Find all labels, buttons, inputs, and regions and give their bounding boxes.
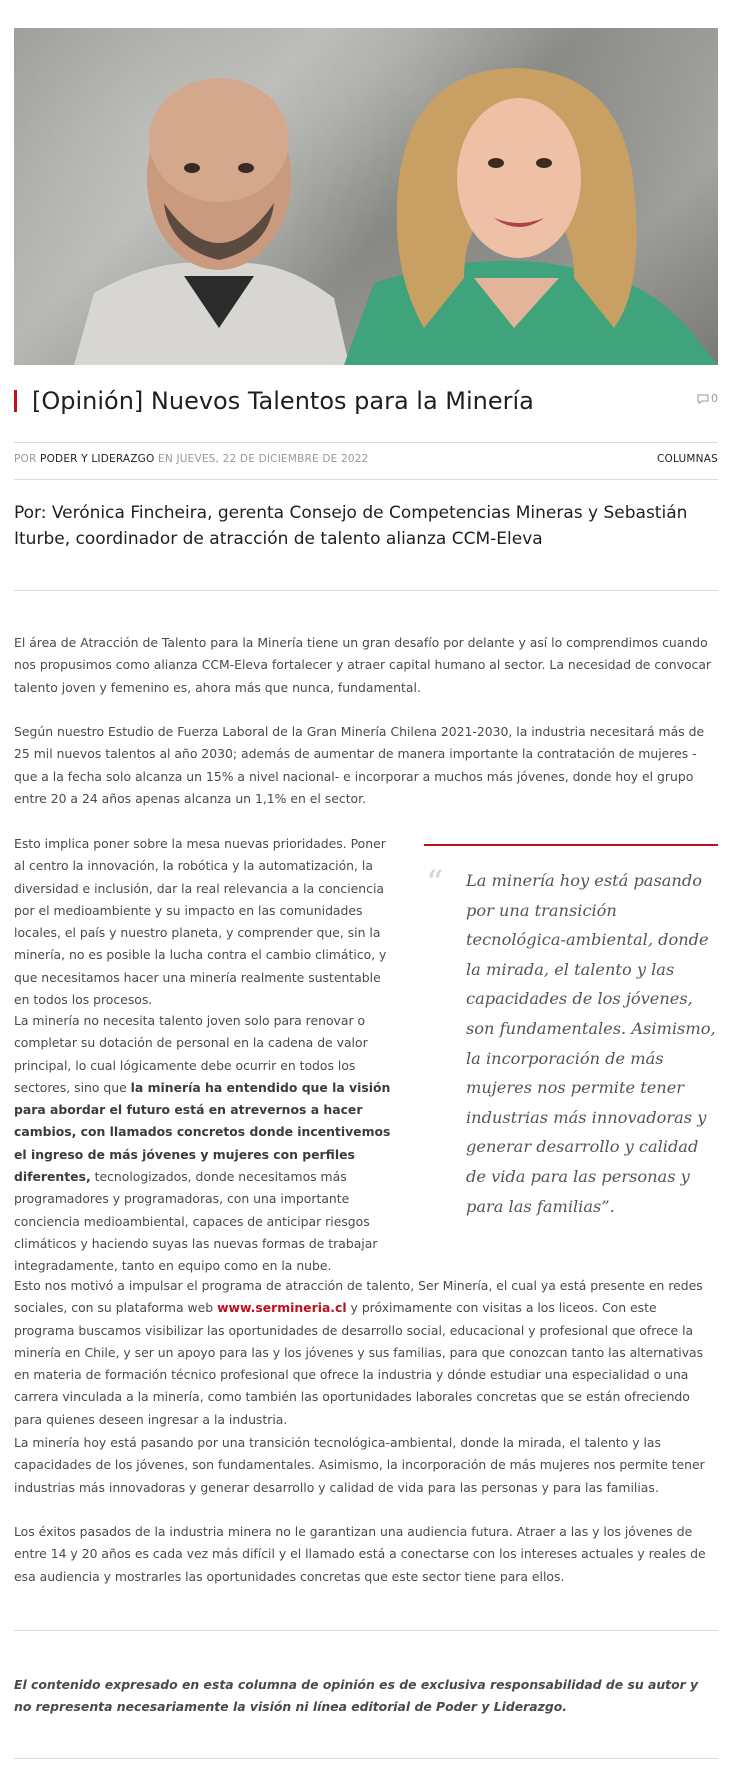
title-accent-bar <box>14 390 17 412</box>
divider-meta <box>14 479 718 480</box>
hero-photo-figures <box>14 28 718 365</box>
divider-top <box>14 442 718 443</box>
paragraph-5 <box>14 1275 718 1431</box>
paragraph-3: Esto implica poner sobre la mesa nuevas prioridades. Poner al centro la innovación, la robótica y la automatización, la diversidad e inclusión, dar la real relevancia a la conciencia por el medioambiente y su impacto en las comunidades locales, el país y nuestro planeta, y comprender que, sin la minería, no es posible la lucha contra el cambio climático, y que necesitamos hacer una minería realmente sustentable en todos los procesos. <box>14 836 387 1008</box>
meta-by-prefix: POR <box>14 453 37 465</box>
paragraph-7: Los éxitos pasados de la industria minera no le garantizan una audiencia futura. Atraer a las y los jóvenes de entre 14 y 20 años es cada vez más difícil y el llamado está a conectarse con los intereses actuales y reales de esa audiencia y mostrarles las oportunidades concretas que este sector tiene para ellos. <box>14 1524 706 1584</box>
divider-disclaimer <box>14 1630 718 1631</box>
paragraph-4-text-b: tecnologizados, donde necesitamos más programadores y programadoras, con una importante conciencia medioambiental, capaces de anticipar riesgos climáticos y haciendo suyas las nuevas formas de trabajar integradamente, tanto en equipo como en la nube. <box>14 1169 378 1274</box>
divider-bottom <box>14 1758 718 1759</box>
paragraph-6: La minería hoy está pasando por una transición tecnológica-ambiental, donde la mirada, el talento y las capacidades de los jóvenes, son fundamentales. Asimismo, la incorporación de más mujeres nos permite tener industrias más innovadoras y generar desarrollo y calidad de vida para las personas y para las familias. <box>14 1435 705 1495</box>
paragraph-5-text-a: Esto nos motivó a impulsar el programa de atracción de talento, Ser Minería, el cual ya está presente en redes sociales, con su plataforma web <box>14 1278 703 1316</box>
divider-byline <box>14 590 718 591</box>
pull-quote <box>424 844 718 1216</box>
sermineria-link[interactable]: www.sermineria.cl <box>217 1300 347 1316</box>
comments-link[interactable] <box>697 392 718 405</box>
opinion-disclaimer: El contenido expresado en esta columna de opinión es de exclusiva responsabilidad de su autor y no representa necesariamente la visión ni línea editorial de Poder y Liderazgo. <box>14 1677 699 1715</box>
paragraph-5-text-b: y próximamente con visitas a los liceos. Con este programa buscamos visibilizar las oportunidades de desarrollo social, educacional y profesional que ofrece la minería en Chile, y ser un apoyo para las y los jóvenes y sus familias, para que conozcan tanto las alternativas en materia de formación técnico profesional que ofrece la industria y dónde estudiar una especialidad o una carrera vinculada a la minería, como también las oportunidades laborales concretas que se están ofreciendo para quienes deseen ingresar a la industria. <box>14 1300 704 1427</box>
article-meta <box>14 453 718 469</box>
paragraph-4 <box>14 1010 394 1278</box>
quote-mark-icon: “ <box>426 863 444 903</box>
comment-bubble-icon <box>697 394 709 404</box>
paragraph-2: Según nuestro Estudio de Fuerza Laboral de la Gran Minería Chilena 2021-2030, la industria necesitará más de 25 mil nuevos talentos al año 2030; además de aumentar de manera importante la contratación de mujeres -que a la fecha solo alcanza un 15% a nivel nacional- e incorporar a muchos más jóvenes, donde hoy el grupo entre 20 a 24 años apenas alcanza un 1,1% en el sector. <box>14 724 705 806</box>
meta-date: JUEVES, 22 DE DICIEMBRE DE 2022 <box>176 453 369 465</box>
meta-category-link[interactable]: COLUMNAS <box>657 453 718 465</box>
article-byline: Por: Verónica Fincheira, gerenta Consejo de Competencias Mineras y Sebastián Iturbe, coordinador de atracción de talento alianza CCM-Eleva <box>14 503 688 549</box>
pull-quote-rule <box>424 844 718 846</box>
article-title-row <box>14 384 718 420</box>
comment-count: 0 <box>711 392 718 405</box>
paragraph-1: El área de Atracción de Talento para la Minería tiene un gran desafío por delante y así lo comprendimos cuando nos propusimos como alianza CCM-Eleva fortalecer y atraer capital humano al sector. La necesidad de convocar talento joven y femenino es, ahora más que nunca, fundamental. <box>14 635 712 695</box>
paragraph-4-bold: la minería ha entendido que la visión para abordar el futuro está en atrevernos a hacer cambios, con llamados concretos donde incentivemos el ingreso de más jóvenes y mujeres con perfiles diferentes, <box>14 1079 391 1185</box>
meta-date-prefix: EN <box>158 453 173 465</box>
hero-photo <box>14 28 718 365</box>
meta-author-link[interactable]: PODER Y LIDERAZGO <box>40 453 155 465</box>
article-title: [Opinión] Nuevos Talentos para la Minería <box>32 387 534 415</box>
paragraph-4-text-a: La minería no necesita talento joven solo para renovar o completar su dotación de personal en la cadena de valor principal, lo cual lógicamente debe ocurrir en todos los sectores, sino que <box>14 1013 368 1095</box>
pull-quote-text: La minería hoy está pasando por una transición tecnológica-ambiental, donde la mirada, el talento y las capacidades de los jóvenes, son fundamentales. Asimismo, la incorporación de más mujeres nos permite tener industrias más innovadoras y generar desarrollo y calidad de vida para las personas y para las familias”. <box>466 871 716 1216</box>
